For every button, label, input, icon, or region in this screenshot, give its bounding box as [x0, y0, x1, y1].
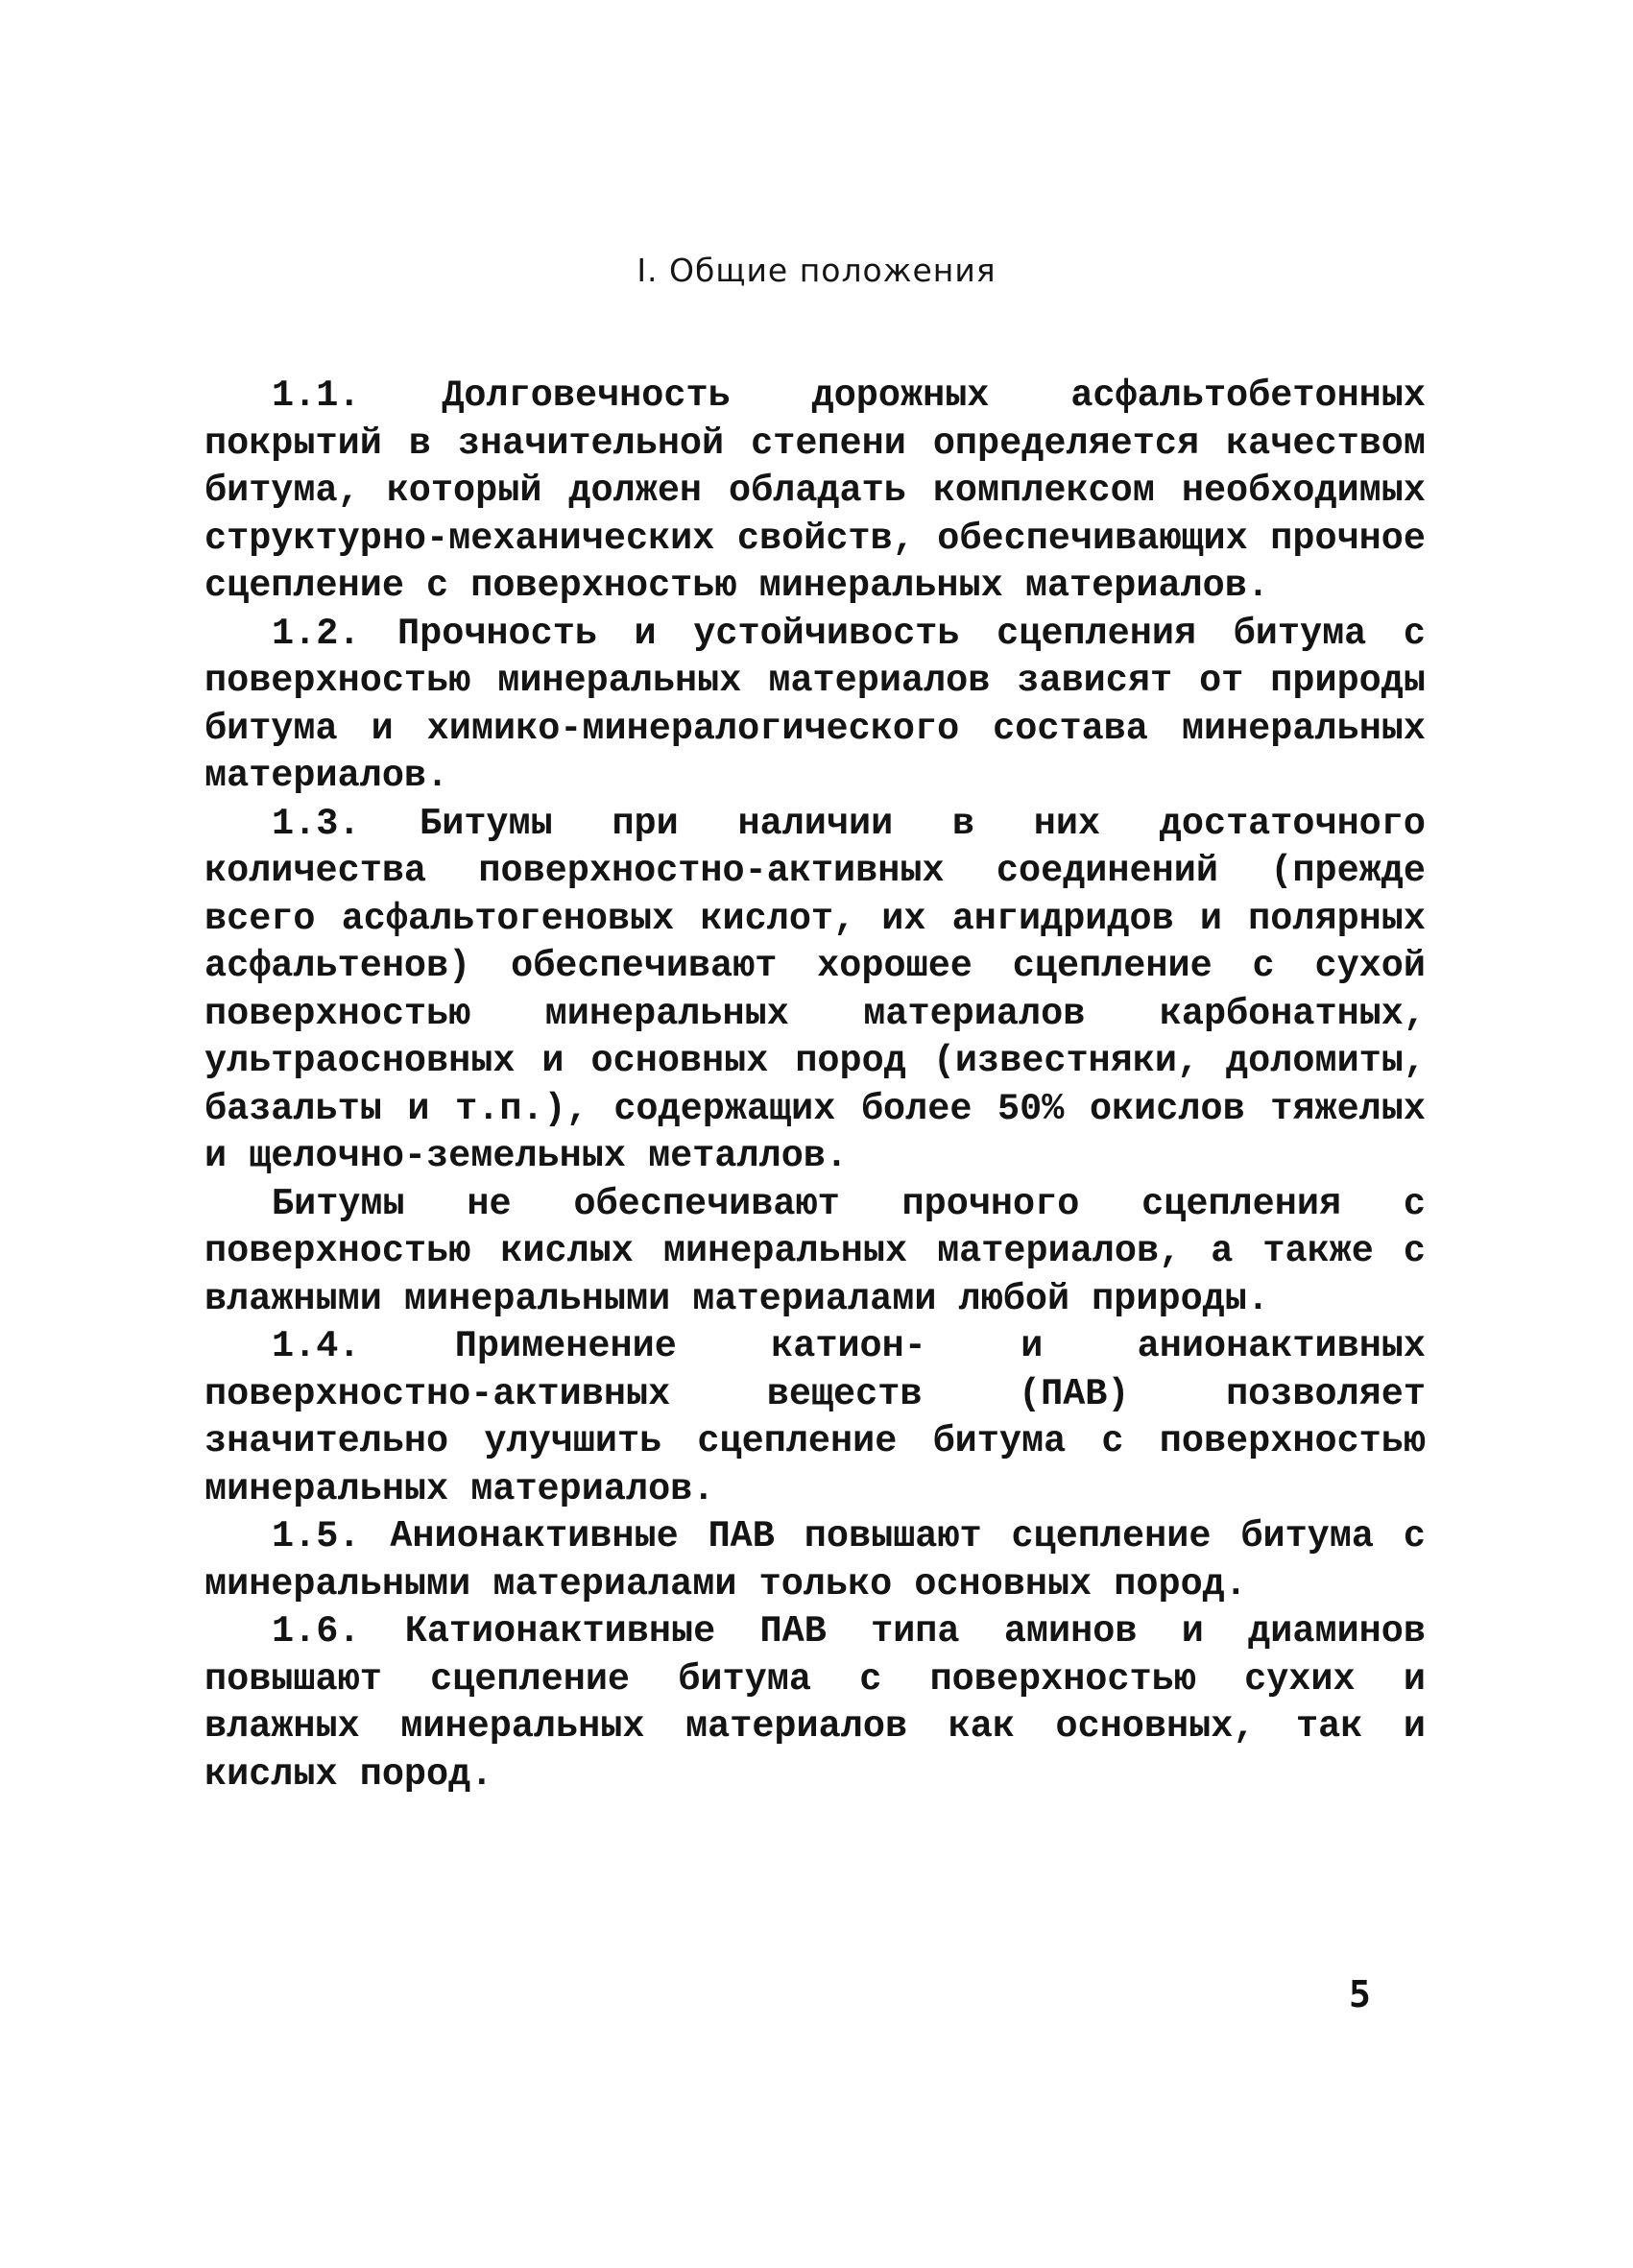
page-number: 5 — [1349, 1973, 1371, 2015]
paragraph-1-2: 1.2. Прочность и устойчивость сцепления битума с поверхностью минеральных материалов зависят от природы битума и химико-минералогического состава минеральных материалов. — [204, 612, 1426, 797]
paragraph-1-6: 1.6. Катионактивные ПАВ типа аминов и диаминов повышают сцепление битума с поверхностью сухих и влажных минеральных материалов как основных, так и кислых пород. — [204, 1610, 1426, 1796]
section-heading: I. Общие положения — [636, 252, 997, 289]
paragraph-1-4: 1.4. Применение катион- и анионактивных поверхностно-активных веществ (ПАВ) позволяет значительно улучшить сцепление битума с поверхностью минеральных материалов. — [204, 1325, 1426, 1510]
paragraph-1-1: 1.1. Долговечность дорожных асфальтобетонных покрытий в значительной степени определяется качеством битума, который должен обладать комплексом необходимых структурно-механических свойств, обеспечивающих прочное сцепление с поверхностью минеральных материалов. — [204, 374, 1426, 607]
paragraph-1-5: 1.5. Анионактивные ПАВ повышают сцепление битума с минеральными материалами только основных пород. — [204, 1515, 1426, 1605]
body-text — [204, 373, 1426, 1798]
paragraph-1-3: 1.3. Битумы при наличии в них достаточного количества поверхностно-активных соединений (прежде всего асфальтогеновых кислот, их ангидридов и полярных асфальтенов) обеспечивают хорошее сцепление с сухой поверхностью минеральных материалов карбонатных, ультраосновных и основных пород (известняки, доломиты, базальты и т.п.), содержащих более 50% окислов тяжелых и щелочно-земельных металлов. — [204, 802, 1426, 1177]
paragraph-1-3-continued: Битумы не обеспечивают прочного сцепления с поверхностью кислых минеральных материалов, а также с влажными минеральными материалами любой природы. — [204, 1182, 1426, 1320]
